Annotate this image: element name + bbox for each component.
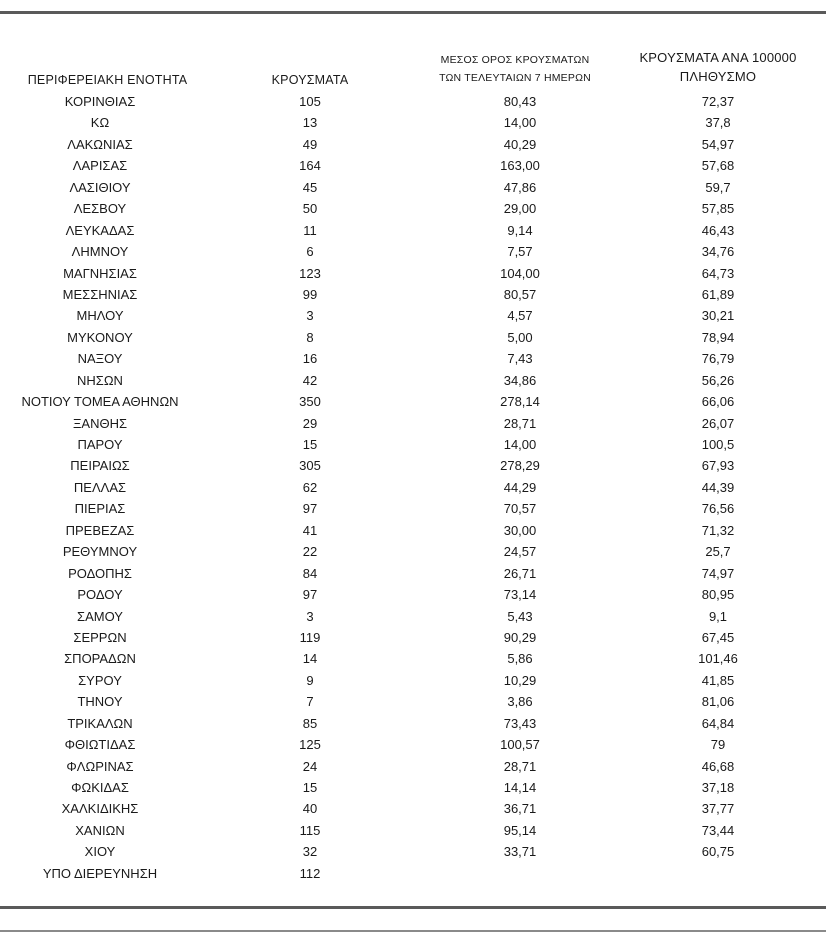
cell-cases-per-100000: 37,77 bbox=[701, 801, 735, 817]
cell-seven-day-average: 30,00 bbox=[503, 522, 537, 538]
cell-cases: 123 bbox=[299, 265, 321, 281]
table-row bbox=[0, 541, 826, 562]
cell-region: ΝΑΞΟΥ bbox=[77, 351, 123, 367]
cell-cases-per-100000: 74,97 bbox=[701, 565, 735, 581]
cell-region: ΠΕΛΛΑΣ bbox=[73, 479, 127, 495]
cell-cases-per-100000: 9,1 bbox=[708, 608, 728, 624]
cell-seven-day-average: 9,14 bbox=[507, 222, 533, 238]
cell-seven-day-average: 14,00 bbox=[503, 115, 537, 131]
cell-cases-per-100000: 59,7 bbox=[705, 179, 731, 195]
cell-cases: 7 bbox=[306, 694, 314, 710]
table-row bbox=[0, 670, 826, 691]
cell-seven-day-average: 70,57 bbox=[503, 501, 537, 517]
cell-cases-per-100000: 26,07 bbox=[701, 415, 735, 431]
bottom-rule-secondary bbox=[0, 930, 826, 932]
cell-region: ΦΩΚΙΔΑΣ bbox=[71, 780, 129, 795]
table-header bbox=[0, 40, 826, 94]
cell-cases: 8 bbox=[306, 329, 314, 345]
cell-cases-per-100000: 44,39 bbox=[701, 479, 735, 495]
cell-seven-day-average: 47,86 bbox=[503, 179, 537, 195]
cell-cases-per-100000: 64,73 bbox=[701, 265, 735, 281]
table-row bbox=[0, 241, 826, 262]
header-per-line1: ΚΡΟΥΣΜΑΤΑ ΑΝΑ 100000 bbox=[639, 50, 797, 65]
cell-region: ΝΟΤΙΟΥ ΤΟΜΕΑ ΑΘΗΝΩΝ bbox=[21, 394, 179, 410]
cell-cases-per-100000: 101,46 bbox=[698, 651, 738, 667]
cell-region: ΧΑΛΚΙΔΙΚΗΣ bbox=[61, 801, 139, 817]
header-avg-line2: ΤΩΝ ΤΕΛΕΥΤΑΙΩΝ 7 ΗΜΕΡΩΝ bbox=[439, 72, 591, 84]
cell-cases-per-100000: 71,32 bbox=[701, 522, 735, 538]
cell-cases: 40 bbox=[302, 801, 318, 817]
cell-seven-day-average: 7,43 bbox=[507, 351, 533, 367]
table-row bbox=[0, 734, 826, 755]
table-row bbox=[0, 198, 826, 219]
cell-seven-day-average: 14,00 bbox=[503, 437, 537, 452]
cell-seven-day-average: 278,29 bbox=[500, 458, 540, 474]
cell-region: ΧΙΟΥ bbox=[84, 844, 116, 860]
cell-seven-day-average: 33,71 bbox=[503, 844, 537, 860]
cell-seven-day-average: 3,86 bbox=[507, 694, 533, 710]
table-row bbox=[0, 370, 826, 391]
cell-seven-day-average: 5,86 bbox=[507, 651, 533, 667]
cell-seven-day-average: 104,00 bbox=[500, 265, 540, 281]
cell-cases: 16 bbox=[302, 351, 318, 367]
cell-region: ΤΗΝΟΥ bbox=[77, 694, 123, 710]
cell-cases-per-100000: 67,93 bbox=[701, 458, 735, 474]
cell-cases: 3 bbox=[306, 608, 314, 624]
cell-cases-per-100000: 76,56 bbox=[701, 501, 735, 517]
cell-cases: 84 bbox=[302, 565, 318, 581]
cell-cases-per-100000: 67,45 bbox=[701, 629, 735, 645]
cell-cases: 305 bbox=[299, 458, 321, 474]
cell-region: ΣΥΡΟΥ bbox=[78, 672, 122, 688]
table-row bbox=[0, 434, 826, 455]
cell-region: ΡΟΔΟΥ bbox=[77, 587, 123, 603]
cell-region: ΞΑΝΘΗΣ bbox=[72, 415, 128, 431]
cell-seven-day-average: 24,57 bbox=[503, 544, 537, 560]
table-row bbox=[0, 691, 826, 712]
bottom-rule bbox=[0, 906, 826, 909]
cell-seven-day-average: 28,71 bbox=[503, 758, 537, 774]
cell-cases-per-100000: 81,06 bbox=[701, 694, 735, 710]
table-row bbox=[0, 348, 826, 369]
cell-seven-day-average: 14,14 bbox=[503, 780, 537, 795]
table-row bbox=[0, 91, 826, 112]
cell-cases-per-100000: 64,84 bbox=[701, 715, 735, 731]
cell-region: ΜΑΓΝΗΣΙΑΣ bbox=[63, 265, 137, 281]
table-row bbox=[0, 327, 826, 348]
cell-cases: 125 bbox=[299, 737, 321, 753]
cell-cases-per-100000: 79 bbox=[710, 737, 726, 753]
cell-region: ΛΑΡΙΣΑΣ bbox=[72, 158, 128, 174]
cell-seven-day-average: 40,29 bbox=[503, 136, 537, 152]
cell-region: ΡΕΘΥΜΝΟΥ bbox=[62, 544, 138, 560]
cell-cases: 112 bbox=[299, 865, 321, 881]
cell-cases-per-100000: 76,79 bbox=[701, 351, 735, 367]
table-row bbox=[0, 648, 826, 669]
cell-cases-per-100000: 73,44 bbox=[701, 822, 735, 838]
table-row bbox=[0, 177, 826, 198]
table-row bbox=[0, 563, 826, 584]
cell-cases-per-100000: 25,7 bbox=[705, 544, 731, 560]
table-row bbox=[0, 112, 826, 133]
header-cases-per-100000 bbox=[618, 48, 818, 86]
cell-seven-day-average: 278,14 bbox=[500, 394, 540, 410]
table-row bbox=[0, 798, 826, 819]
cell-region: ΜΗΛΟΥ bbox=[76, 308, 124, 324]
cell-cases-per-100000: 66,06 bbox=[701, 394, 735, 410]
cell-cases: 164 bbox=[299, 158, 321, 174]
cell-cases: 15 bbox=[302, 437, 318, 452]
cell-cases: 97 bbox=[302, 587, 318, 603]
cell-seven-day-average: 5,00 bbox=[507, 329, 533, 345]
cell-cases: 85 bbox=[302, 715, 318, 731]
cell-cases-per-100000: 56,26 bbox=[701, 372, 735, 388]
header-cases: ΚΡΟΥΣΜΑΤΑ bbox=[271, 73, 349, 87]
cell-region: ΚΟΡΙΝΘΙΑΣ bbox=[64, 94, 136, 109]
cell-cases: 99 bbox=[302, 286, 318, 302]
cell-cases-per-100000: 37,18 bbox=[701, 780, 735, 795]
cell-cases-per-100000: 57,85 bbox=[701, 201, 735, 217]
cell-region: ΛΕΥΚΑΔΑΣ bbox=[65, 222, 135, 238]
table-row bbox=[0, 863, 826, 884]
table-row bbox=[0, 455, 826, 476]
cell-seven-day-average: 36,71 bbox=[503, 801, 537, 817]
table-row bbox=[0, 520, 826, 541]
cases-table-body bbox=[0, 91, 826, 884]
table-row bbox=[0, 477, 826, 498]
cell-region: ΠΡΕΒΕΖΑΣ bbox=[65, 522, 135, 538]
cell-region: ΧΑΝΙΩΝ bbox=[75, 822, 125, 838]
cell-region: ΜΥΚΟΝΟΥ bbox=[67, 329, 133, 345]
cell-region: ΣΑΜΟΥ bbox=[77, 608, 123, 624]
cell-cases: 9 bbox=[306, 672, 314, 688]
cell-seven-day-average: 5,43 bbox=[507, 608, 533, 624]
cell-region: ΚΩ bbox=[90, 115, 110, 131]
cell-seven-day-average: 95,14 bbox=[503, 822, 537, 838]
header-avg-line1: ΜΕΣΟΣ ΟΡΟΣ ΚΡΟΥΣΜΑΤΩΝ bbox=[440, 54, 590, 66]
cell-seven-day-average: 163,00 bbox=[500, 158, 540, 174]
cell-region: ΦΘΙΩΤΙΔΑΣ bbox=[64, 737, 136, 753]
cell-seven-day-average: 90,29 bbox=[503, 629, 537, 645]
table-row bbox=[0, 841, 826, 862]
cell-cases-per-100000: 100,5 bbox=[701, 437, 735, 452]
cell-cases-per-100000: 30,21 bbox=[701, 308, 735, 324]
cell-seven-day-average: 4,57 bbox=[507, 308, 533, 324]
cell-cases: 29 bbox=[302, 415, 318, 431]
cell-cases-per-100000: 61,89 bbox=[701, 286, 735, 302]
table-row bbox=[0, 498, 826, 519]
top-rule bbox=[0, 11, 826, 14]
table-row bbox=[0, 391, 826, 412]
cell-region: ΛΑΚΩΝΙΑΣ bbox=[67, 136, 133, 152]
table-row bbox=[0, 627, 826, 648]
header-seven-day-average bbox=[415, 51, 615, 87]
cell-cases: 49 bbox=[302, 136, 318, 152]
table-row bbox=[0, 413, 826, 434]
cell-cases: 42 bbox=[302, 372, 318, 388]
cell-seven-day-average: 44,29 bbox=[503, 479, 537, 495]
table-row bbox=[0, 713, 826, 734]
table-row bbox=[0, 220, 826, 241]
cell-cases-per-100000: 46,68 bbox=[701, 758, 735, 774]
table-row bbox=[0, 584, 826, 605]
cell-region: ΠΙΕΡΙΑΣ bbox=[74, 501, 126, 517]
cell-cases-per-100000: 57,68 bbox=[701, 158, 735, 174]
cell-seven-day-average: 10,29 bbox=[503, 672, 537, 688]
cell-cases: 50 bbox=[302, 201, 318, 217]
table-row bbox=[0, 263, 826, 284]
cell-cases-per-100000: 80,95 bbox=[701, 587, 735, 603]
cell-cases-per-100000: 72,37 bbox=[701, 94, 735, 109]
cell-seven-day-average: 28,71 bbox=[503, 415, 537, 431]
cell-cases-per-100000: 54,97 bbox=[701, 136, 735, 152]
header-region: ΠΕΡΙΦΕΡΕΙΑΚΗ ΕΝΟΤΗΤΑ bbox=[27, 73, 188, 87]
cell-region: ΦΛΩΡΙΝΑΣ bbox=[66, 758, 134, 774]
cell-cases: 32 bbox=[302, 844, 318, 860]
cell-cases: 3 bbox=[306, 308, 314, 324]
cell-cases-per-100000: 37,8 bbox=[705, 115, 731, 131]
cell-cases: 41 bbox=[302, 522, 318, 538]
cell-seven-day-average: 80,43 bbox=[503, 94, 537, 109]
cell-region: ΠΑΡΟΥ bbox=[77, 437, 123, 452]
cell-cases: 62 bbox=[302, 479, 318, 495]
cell-seven-day-average: 100,57 bbox=[500, 737, 540, 753]
table-row bbox=[0, 606, 826, 627]
cell-region: ΥΠΟ ΔΙΕΡΕΥΝΗΣΗ bbox=[42, 865, 158, 881]
cell-region: ΛΗΜΝΟΥ bbox=[71, 244, 129, 260]
table-row bbox=[0, 155, 826, 176]
cell-seven-day-average: 73,14 bbox=[503, 587, 537, 603]
cell-region: ΣΕΡΡΩΝ bbox=[73, 629, 127, 645]
table-row bbox=[0, 756, 826, 777]
cell-cases-per-100000: 78,94 bbox=[701, 329, 735, 345]
cell-seven-day-average: 7,57 bbox=[507, 244, 533, 260]
cell-region: ΤΡΙΚΑΛΩΝ bbox=[67, 715, 133, 731]
cell-cases: 45 bbox=[302, 179, 318, 195]
cell-cases: 14 bbox=[302, 651, 318, 667]
cell-cases: 11 bbox=[303, 222, 317, 238]
cell-cases: 97 bbox=[302, 501, 318, 517]
cell-cases: 6 bbox=[306, 244, 314, 260]
cell-cases-per-100000: 46,43 bbox=[701, 222, 735, 238]
cell-cases: 24 bbox=[302, 758, 318, 774]
cell-cases: 119 bbox=[299, 629, 321, 645]
cell-region: ΜΕΣΣΗΝΙΑΣ bbox=[62, 286, 138, 302]
cell-cases-per-100000: 41,85 bbox=[701, 672, 735, 688]
cell-seven-day-average: 80,57 bbox=[503, 286, 537, 302]
cell-cases: 13 bbox=[302, 115, 318, 131]
table-row bbox=[0, 305, 826, 326]
header-per-line2: ΠΛΗΘΥΣΜΟ bbox=[679, 69, 757, 84]
cell-region: ΝΗΣΩΝ bbox=[77, 372, 123, 388]
cell-region: ΛΕΣΒΟΥ bbox=[73, 201, 127, 217]
cell-cases: 115 bbox=[299, 822, 321, 838]
table-row bbox=[0, 820, 826, 841]
table-row bbox=[0, 777, 826, 798]
cell-seven-day-average: 73,43 bbox=[503, 715, 537, 731]
cell-cases: 22 bbox=[302, 544, 318, 560]
cell-cases: 105 bbox=[299, 94, 321, 109]
cell-region: ΠΕΙΡΑΙΩΣ bbox=[70, 458, 130, 474]
table-row bbox=[0, 134, 826, 155]
cell-cases: 15 bbox=[302, 780, 318, 795]
cell-seven-day-average: 34,86 bbox=[503, 372, 537, 388]
cell-region: ΛΑΣΙΘΙΟΥ bbox=[69, 179, 131, 195]
cell-cases: 350 bbox=[299, 394, 321, 410]
cell-cases-per-100000: 34,76 bbox=[701, 244, 735, 260]
cell-region: ΣΠΟΡΑΔΩΝ bbox=[64, 651, 136, 667]
table-row bbox=[0, 284, 826, 305]
cell-region: ΡΟΔΟΠΗΣ bbox=[68, 565, 132, 581]
cell-seven-day-average: 29,00 bbox=[503, 201, 537, 217]
cell-seven-day-average: 26,71 bbox=[503, 565, 537, 581]
cell-cases-per-100000: 60,75 bbox=[701, 844, 735, 860]
